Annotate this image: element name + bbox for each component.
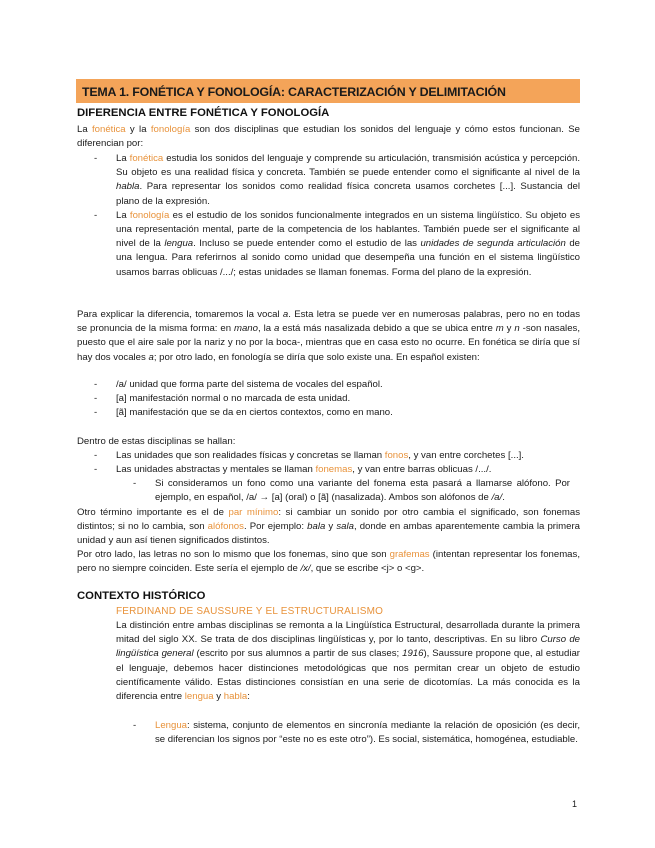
section-heading-contexto: CONTEXTO HISTÓRICO (77, 590, 206, 602)
dicotomia-list (133, 719, 580, 747)
page-number: 1 (572, 799, 578, 809)
list-item-fonos: - Las unidades que son realidades físicas y concretas se llaman fonos, y van entre corchetes [...]. (94, 450, 524, 461)
list-item-lengua: - Lengua: sistema, conjunto de elementos en sincronía mediante la relación de oposición (es decir, se diferencian los signos por “este no es este otro”). Es social, sistemática, homogénea, estudiable. (133, 720, 580, 746)
term-fonetica: fonética (92, 124, 126, 135)
list-item-fonologia: - La fonología es el estudio de los sonidos funcionalmente integrados en un sistema lingüístico. Su objeto es una representación mental, parte de la competencia de los hablantes. También puede ser el significante al nivel de la lengua. Incluso se puede entender como el estudio de las unidades de segunda articulación de una lengua. Para referirnos al sonido como unidad que desempeña una función en el sistema lingüístico usamos barras oblicuas /.../; estas unidades se llaman fonemas. Forma del plano de la expresión. (94, 209, 580, 278)
dash-bullet: - (94, 153, 98, 164)
intro-paragraph: La fonética y la fonología son dos disciplinas que estudian los sonidos del lenguaje y cómo estos funcionan. Se diferencian por: (77, 124, 580, 150)
list-item: - [ã] manifestación que se da en ciertos contextos, como en mano. (94, 407, 393, 419)
page-title: TEMA 1. FONÉTICA Y FONOLOGÍA: CARACTERIZACIÓN Y DELIMITACIÓN (82, 85, 506, 99)
alofono-subitem: - Si consideramos un fono como una variante del fonema esta pasará a llamarse alófono. Por ejemplo, en español, /a/ → [a] (oral) o [ã] (nasalizada). Ambos son alófonos de /a/. (133, 478, 570, 504)
vowel-list (94, 378, 580, 421)
vocal-a-paragraph: Para explicar la diferencia, tomaremos la vocal a. Esta letra se puede ver en numerosas palabras, pero no en todas se pronuncia de la misma forma: en mano, la a está más nasalizada debido a que se ubica entre m y n -son nasales, puesto que el aire sale por la nariz y no por la boca-, mientras que en casa esto no ocurre. En fonética se diría que sí hay dos vocales a; por otro lado, en fonología se diría que solo existe una. En español existen: (77, 309, 580, 363)
list-item-fonetica: - La fonética estudia los sonidos del lenguaje y comprende su articulación, transmisión acústica y percepción. Su objeto es una realidad física y concreta. También se puede entender como el significante al nivel de la habla. Para representar los sonidos como realidad física concreta usamos corchetes [...]. Sustancia del plano de la expresión. (94, 153, 580, 207)
list-item-fonemas: - Las unidades abstractas y mentales se llaman fonemas, y van entre barras oblicuas /.../. (94, 464, 492, 476)
par-minimo-paragraph: Otro término importante es el de par mínimo: si cambiar un sonido por otro cambia el significado, son fonemas distintos; si no lo cambia, son alófonos. Por ejemplo: bala y sala, donde en ambas aparentemente cambia la primera unidad y aun así tienen significados distintos. (77, 507, 580, 547)
term-fonologia: fonología (150, 124, 191, 135)
units-list (94, 449, 580, 477)
definition-list (94, 152, 580, 280)
section-heading-diferencia: DIFERENCIA ENTRE FONÉTICA Y FONOLOGÍA (77, 107, 330, 119)
grafemas-paragraph: Por otro lado, las letras no son lo mismo que los fonemas, sino que son grafemas (intentan representar los fonemas, pero no siempre coinciden. Este sería el ejemplo de /x/, que se escribe <j> o <g>. (77, 549, 580, 575)
list-item: - /a/ unidad que forma parte del sistema de vocales del español. (94, 379, 383, 390)
list-item: - [a] manifestación normal o no marcada de esta unidad. (94, 393, 351, 405)
dash-bullet: - (94, 209, 98, 221)
saussure-paragraph: La distinción entre ambas disciplinas se remonta a la Lingüística Estructural, desarrollada durante la primera mitad del siglo XX. Se trata de dos disciplinas lingüísticas y, por lo tanto, descriptivas. En su libro Curso de lingüística general (escrito por sus alumnos a partir de sus clases; 1916), Saussure propone que, al estudiar el lenguaje, debemos hacer distinciones metodológicas que nos permitan crear un objeto de estudio científicamente válido. Estas distinciones consistían en una serie de dicotomías. La más conocida es la diferencia entre lengua y habla: (116, 620, 580, 703)
subheading-saussure: FERDINAND DE SAUSSURE Y EL ESTRUCTURALISMO (116, 606, 384, 617)
disciplinas-intro: Dentro de estas disciplinas se hallan: (77, 436, 236, 447)
